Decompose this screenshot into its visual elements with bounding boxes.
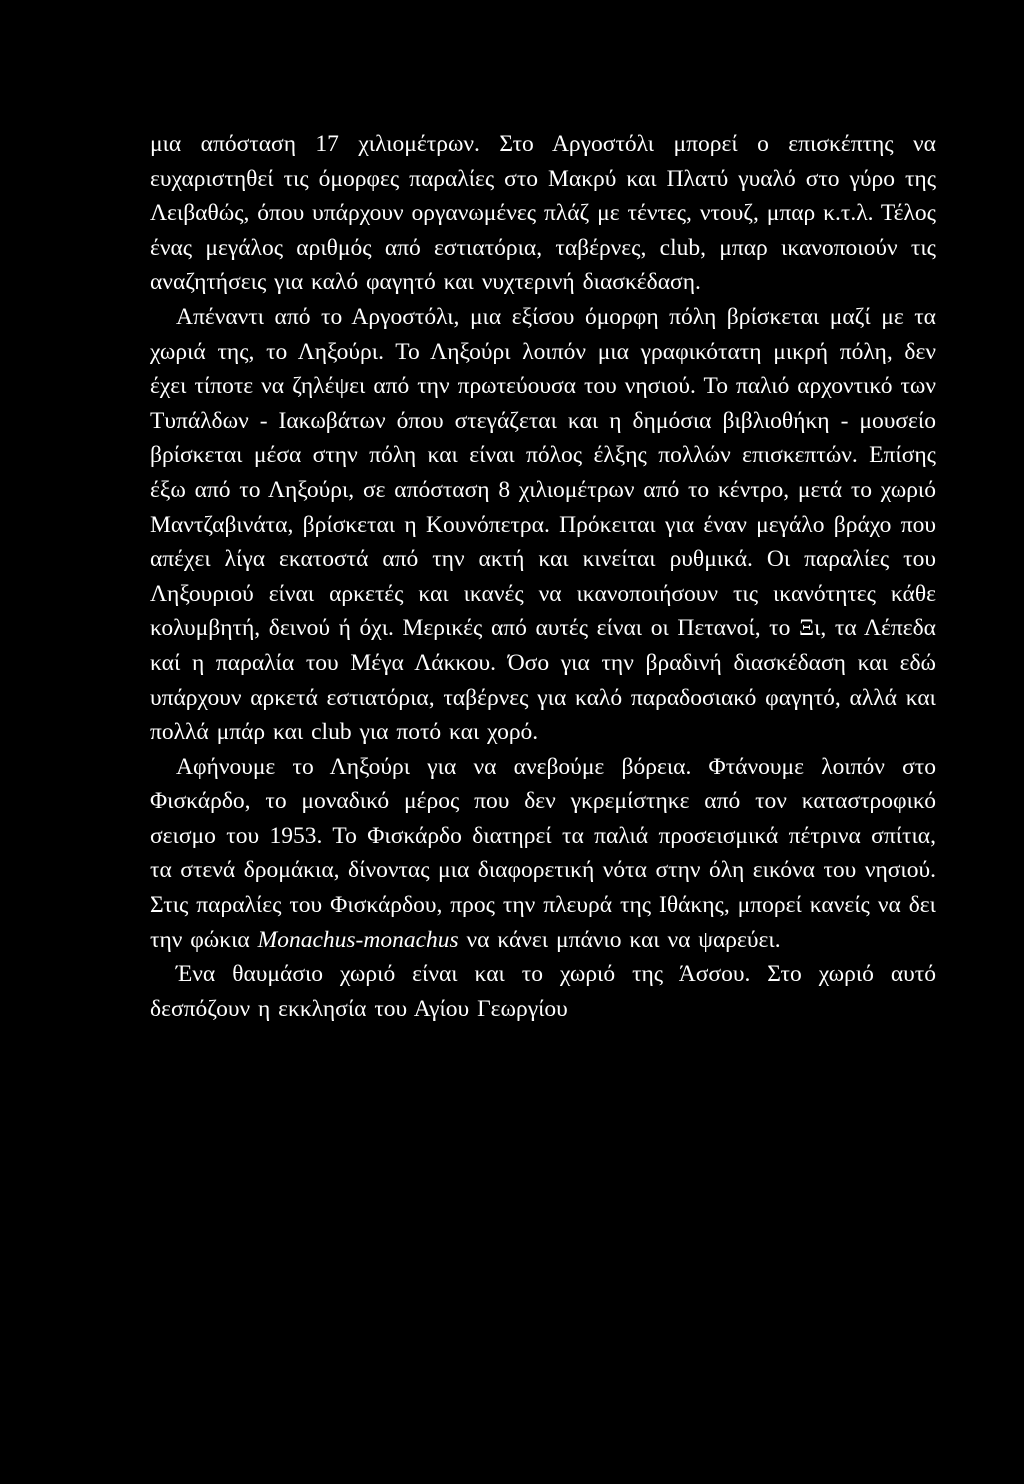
paragraph-1 bbox=[150, 127, 936, 300]
paragraph-2 bbox=[150, 300, 936, 750]
paragraph-3 bbox=[150, 750, 936, 958]
paragraph-3-text-end: να κάνει μπάνιο και να ψαρεύει. bbox=[458, 926, 781, 953]
paragraph-4 bbox=[150, 957, 936, 1026]
paragraph-4-text: Ένα θαυμάσιο χωριό είναι και το χωριό της Άσσου. Στο χωριό αυτό δεσπόζουν η εκκλησία του Αγίου Γεωργίου bbox=[150, 961, 936, 1022]
document-page bbox=[150, 127, 936, 1026]
paragraph-1-text: μια απόσταση 17 χιλιομέτρων. Στο Αργοστόλι μπορεί ο επισκέπτης να ευχαριστηθεί τις όμορφες παραλίες στο Μακρύ και Πλατύ γυαλό στο γύρο της Λειβαθώς, όπου υπάρχουν οργανωμένες πλάζ με τέντες, ντουζ, μπαρ κ.τ.λ. Τέλος ένας μεγάλος αριθμός από εστιατόρια, ταβέρνες, club, μπαρ ικανοποιούν τις αναζητήσεις για καλό φαγητό και νυχτερινή διασκέδαση. bbox=[150, 131, 936, 296]
paragraph-3-text: Αφήνουμε το Ληξούρι για να ανεβούμε βόρεια. Φτάνουμε λοιπόν στο Φισκάρδο, το μοναδικό μέρος που δεν γκρεμίστηκε από τον καταστροφικό σεισμο του 1953. Το Φισκάρδο διατηρεί τα παλιά προσεισμικά πέτρινα σπίτια, τα στενά δρομάκια, δίνοντας μια διαφορετική νότα στην όλη εικόνα του νησιού. Στις παραλίες του Φισκάρδου, προς την πλευρά της Ιθάκης, μπορεί κανείς να δει την φώκια bbox=[150, 753, 936, 953]
paragraph-2-text: Απέναντι από το Αργοστόλι, μια εξίσου όμορφη πόλη βρίσκεται μαζί με τα χωριά της, το Ληξούρι. Το Ληξούρι λοιπόν μια γραφικότατη μικρή πόλη, δεν έχει τίποτε να ζηλέψει από την πρωτεύουσα του νησιού. Το παλιό αρχοντικό των Τυπάλδων - Ιακωβάτων όπου στεγάζεται και η δημόσια βιβλιοθήκη - μουσείο βρίσκεται μέσα στην πόλη και είναι πόλος έλξης πολλών επισκεπτών. Επίσης έξω από το Ληξούρι, σε απόσταση 8 χιλιομέτρων από το κέντρο, μετά το χωριό Μαντζαβινάτα, βρίσκεται η Κουνόπετρα. Πρόκειται για έναν μεγάλο βράχο που απέχει λίγα εκατοστά από την ακτή και κινείται ρυθμικά. Οι παραλίες του Ληξουριού είναι αρκετές και ικανές να ικανοποιήσουν τις ικανότητες κάθε κολυμβητή, δεινού ή όχι. Μερικές από αυτές είναι οι Πετανοί, το Ξι, τα Λέπεδα καί η παραλία του Μέγα Λάκκου. Όσο για την βραδινή διασκέδαση και εδώ υπάρχουν αρκετά εστιατόρια, ταβέρνες για καλό παραδοσιακό φαγητό, αλλά και πολλά μπάρ και club για ποτό και χορό. bbox=[150, 303, 936, 746]
species-name: Monachus-monachus bbox=[257, 926, 459, 953]
